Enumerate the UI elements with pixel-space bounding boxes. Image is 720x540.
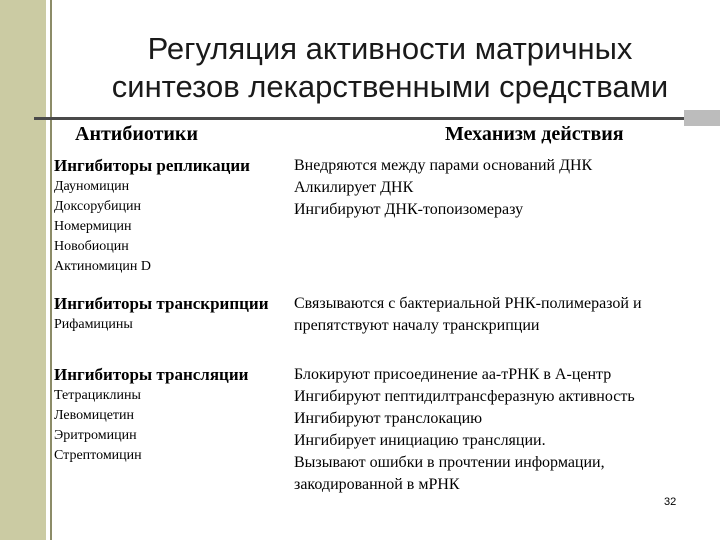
- mechanism-item: препятствуют началу транскрипции: [294, 317, 540, 334]
- mechanism-item: Ингибируют транслокацию: [294, 410, 483, 427]
- mechanism-item: Алкилирует ДНК: [294, 179, 414, 196]
- drug-item: Рифамицины: [54, 317, 133, 332]
- drug-item: Стрептомицин: [54, 448, 142, 463]
- group-name: Ингибиторы трансляции: [54, 365, 249, 384]
- drug-item: Эритромицин: [54, 428, 137, 443]
- mechanism-item: Внедряются между парами оснований ДНК: [294, 157, 593, 174]
- group-translation-mechanisms: [294, 364, 635, 496]
- drug-item: Актиномицин D: [54, 259, 152, 274]
- drug-item: Новобиоцин: [54, 239, 129, 254]
- mechanism-item: Ингибируют ДНК-топоизомеразу: [294, 201, 524, 218]
- title-line-1: Регуляция активности матричных: [147, 31, 633, 66]
- group-replication-antibiotics: [54, 155, 250, 277]
- title-divider-accent: [684, 110, 720, 126]
- drug-item: Дауномицин: [54, 179, 130, 194]
- group-replication-mechanisms: [294, 155, 592, 221]
- drug-item: Номермицин: [54, 219, 132, 234]
- drug-item: Доксорубицин: [54, 199, 141, 214]
- mechanism-item: Вызывают ошибки в прочтении информации,: [294, 454, 605, 471]
- side-line-decoration: [50, 0, 52, 540]
- group-name: Ингибиторы транскрипции: [54, 294, 269, 313]
- mechanism-item: Блокируют присоединение аа-тРНК в А-центр: [294, 366, 612, 383]
- title-line-2: синтезов лекарственными средствами: [111, 69, 669, 104]
- mechanism-item: закодированной в мРНК: [294, 476, 460, 493]
- slide-title: [70, 30, 710, 106]
- mechanism-item: Ингибирует инициацию трансляции.: [294, 432, 546, 449]
- column-header-mechanism: Механизм действия: [445, 123, 624, 145]
- group-transcription-mechanisms: [294, 293, 642, 337]
- drug-item: Тетрациклины: [54, 388, 141, 403]
- mechanism-item: Связываются с бактериальной РНК-полимеразой и: [294, 295, 642, 312]
- title-divider: [34, 117, 684, 120]
- group-translation-antibiotics: [54, 364, 248, 466]
- page-number: 32: [664, 496, 677, 508]
- drug-item: Левомицетин: [54, 408, 135, 423]
- side-bar-decoration: [0, 0, 46, 540]
- group-name: Ингибиторы репликации: [54, 156, 250, 175]
- column-header-antibiotics: Антибиотики: [75, 123, 198, 145]
- group-transcription-antibiotics: [54, 293, 269, 335]
- mechanism-item: Ингибируют пептидилтрансферазную активность: [294, 388, 635, 405]
